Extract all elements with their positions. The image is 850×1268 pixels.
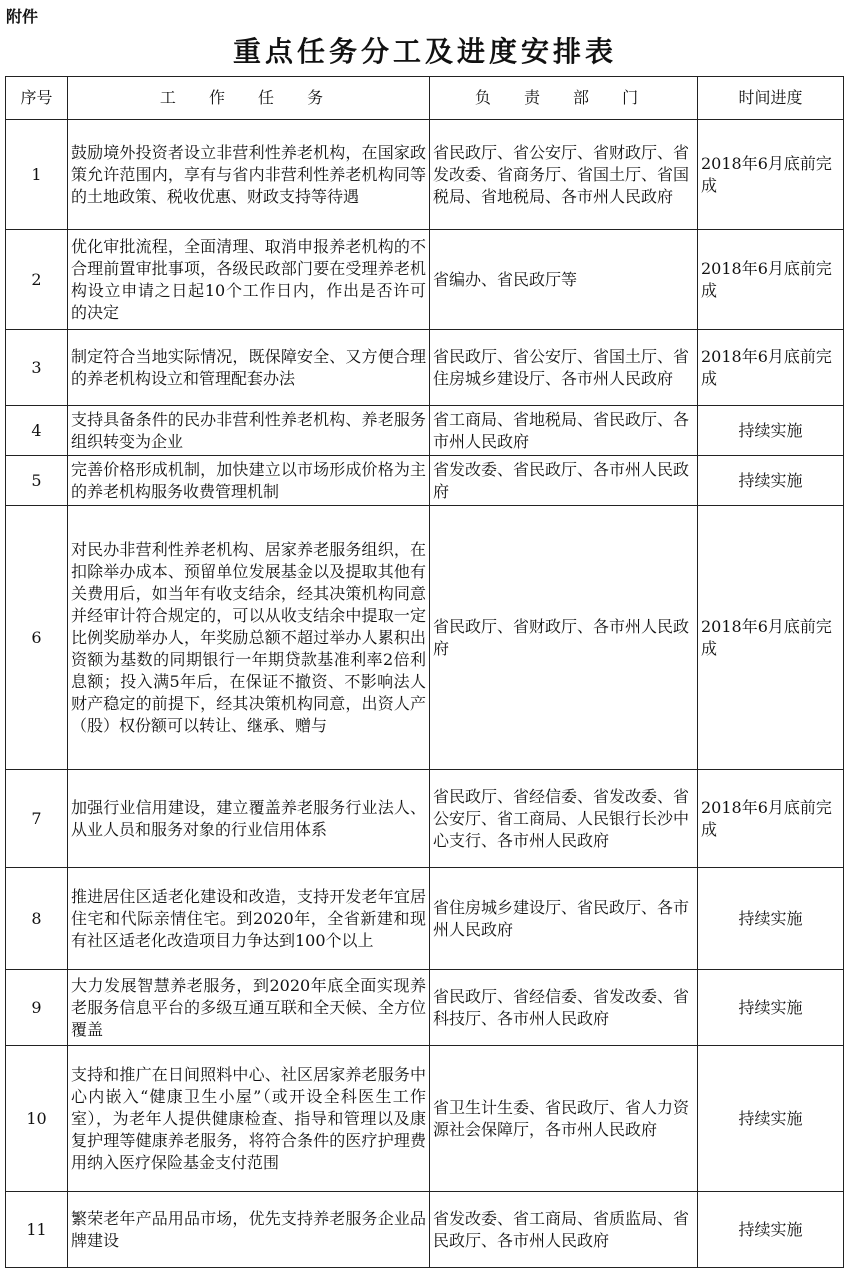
row-task: 支持和推广在日间照料中心、社区居家养老服务中心内嵌入“健康卫生小屋”（或开设全科医生工作室），为老年人提供健康检查、指导和管理以及康复护理等健康养老服务，将符合条件的医疗护理费用纳入医疗保险基金支付范围 [68, 1046, 430, 1192]
row-number: 2 [6, 230, 68, 330]
row-department: 省住房城乡建设厅、省民政厅、各市州人民政府 [430, 868, 698, 970]
row-schedule: 持续实施 [698, 868, 844, 970]
table-row [6, 456, 844, 506]
header-schedule: 时间进度 [698, 77, 844, 120]
row-number: 9 [6, 970, 68, 1046]
document-title: 重点任务分工及进度安排表 [232, 35, 617, 68]
row-department: 省发改委、省工商局、省质监局、省民政厅、各市州人民政府 [430, 1192, 698, 1268]
row-department: 省民政厅、省财政厅、各市州人民政府 [430, 506, 698, 770]
row-task: 繁荣老年产品用品市场，优先支持养老服务企业品牌建设 [68, 1192, 430, 1268]
row-number: 4 [6, 406, 68, 456]
task-schedule-table [5, 76, 844, 1268]
row-number: 8 [6, 868, 68, 970]
row-department: 省发改委、省民政厅、各市州人民政府 [430, 456, 698, 506]
table-row [6, 770, 844, 868]
row-department: 省工商局、省地税局、省民政厅、各市州人民政府 [430, 406, 698, 456]
row-schedule: 持续实施 [698, 1192, 844, 1268]
row-department: 省编办、省民政厅等 [430, 230, 698, 330]
row-task: 优化审批流程，全面清理、取消申报养老机构的不合理前置审批事项，各级民政部门要在受理养老机构设立申请之日起10个工作日内，作出是否许可的决定 [68, 230, 430, 330]
table-row [6, 970, 844, 1046]
row-department: 省民政厅、省公安厅、省国土厅、省住房城乡建设厅、各市州人民政府 [430, 330, 698, 406]
row-number: 11 [6, 1192, 68, 1268]
table-row [6, 406, 844, 456]
row-schedule: 持续实施 [698, 406, 844, 456]
header-number: 序号 [6, 77, 68, 120]
row-schedule: 持续实施 [698, 456, 844, 506]
row-number: 5 [6, 456, 68, 506]
row-number: 7 [6, 770, 68, 868]
row-number: 6 [6, 506, 68, 770]
attachment-label: 附件 [6, 7, 39, 26]
table-row [6, 1046, 844, 1192]
row-schedule: 2018年6月底前完成 [698, 506, 844, 770]
table-header-row [6, 77, 844, 120]
header-department: 负 责 部 门 [430, 77, 698, 120]
table-row [6, 506, 844, 770]
row-schedule: 2018年6月底前完成 [698, 770, 844, 868]
table-row [6, 230, 844, 330]
table-row [6, 330, 844, 406]
row-task: 鼓励境外投资者设立非营利性养老机构，在国家政策允许范围内，享有与省内非营利性养老机构同等的土地政策、税收优惠、财政支持等待遇 [68, 120, 430, 230]
table-row [6, 868, 844, 970]
row-schedule: 2018年6月底前完成 [698, 230, 844, 330]
row-task: 推进居住区适老化建设和改造，支持开发老年宜居住宅和代际亲情住宅。到2020年，全省新建和现有社区适老化改造项目力争达到100个以上 [68, 868, 430, 970]
row-task: 加强行业信用建设，建立覆盖养老服务行业法人、从业人员和服务对象的行业信用体系 [68, 770, 430, 868]
row-schedule: 2018年6月底前完成 [698, 330, 844, 406]
table-row [6, 1192, 844, 1268]
row-number: 10 [6, 1046, 68, 1192]
row-task: 完善价格形成机制，加快建立以市场形成价格为主的养老机构服务收费管理机制 [68, 456, 430, 506]
table-row [6, 120, 844, 230]
row-schedule: 2018年6月底前完成 [698, 120, 844, 230]
row-department: 省民政厅、省公安厅、省财政厅、省发改委、省商务厅、省国土厅、省国税局、省地税局、各市州人民政府 [430, 120, 698, 230]
row-task: 支持具备条件的民办非营利性养老机构、养老服务组织转变为企业 [68, 406, 430, 456]
row-department: 省卫生计生委、省民政厅、省人力资源社会保障厅，各市州人民政府 [430, 1046, 698, 1192]
header-task: 工 作 任 务 [68, 77, 430, 120]
row-number: 1 [6, 120, 68, 230]
row-task: 对民办非营利性养老机构、居家养老服务组织，在扣除举办成本、预留单位发展基金以及提取其他有关费用后，如当年有收支结余，经其决策机构同意并经审计符合规定的，可以从收支结余中提取一定比例奖励举办人，年奖励总额不超过举办人累积出资额为基数的同期银行一年期贷款基准利率2倍利息额；投入满5年后，在保证不撤资、不影响法人财产稳定的前提下，经其决策机构同意，出资人产（股）权份额可以转让、继承、赠与 [68, 506, 430, 770]
row-schedule: 持续实施 [698, 970, 844, 1046]
row-task: 制定符合当地实际情况，既保障安全、又方便合理的养老机构设立和管理配套办法 [68, 330, 430, 406]
row-department: 省民政厅、省经信委、省发改委、省科技厅、各市州人民政府 [430, 970, 698, 1046]
row-number: 3 [6, 330, 68, 406]
row-schedule: 持续实施 [698, 1046, 844, 1192]
row-department: 省民政厅、省经信委、省发改委、省公安厅、省工商局、人民银行长沙中心支行、各市州人民政府 [430, 770, 698, 868]
row-task: 大力发展智慧养老服务，到2020年底全面实现养老服务信息平台的多级互通互联和全天候、全方位覆盖 [68, 970, 430, 1046]
